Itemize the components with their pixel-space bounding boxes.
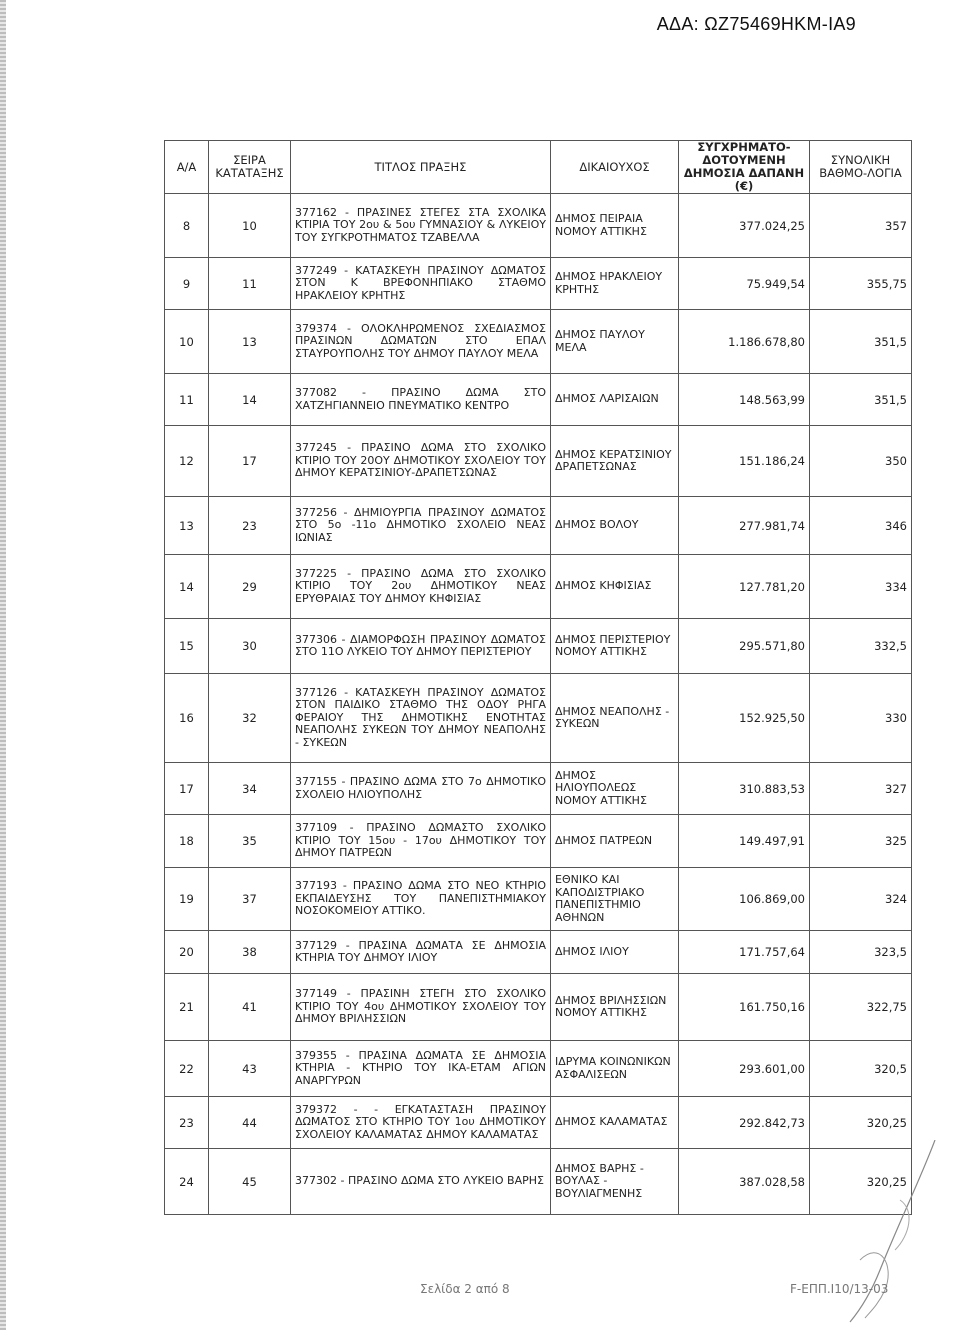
col-header-rank: ΣΕΙΡΑ ΚΑΤΑΤΑΞΗΣ (209, 141, 291, 194)
cell-score: 323,5 (810, 931, 912, 974)
cell-aa: 11 (165, 374, 209, 426)
cell-aa: 19 (165, 868, 209, 931)
cell-title: 377225 - ΠΡΑΣΙΝΟ ΔΩΜΑ ΣΤΟ ΣΧΟΛΙΚΟ ΚΤΙΡΙΟ ΤΟΥ 2ου ΔΗΜΟΤΙΚΟΥ ΝΕΑΣ ΕΡΥΘΡΑΙΑΣ ΤΟΥ ΔΗΜΟΥ ΚΗΦΙΣΙΑΣ (291, 555, 551, 619)
cell-rank: 43 (209, 1041, 291, 1097)
cell-score: 350 (810, 426, 912, 497)
cell-beneficiary: ΔΗΜΟΣ ΒΑΡΗΣ - ΒΟΥΛΑΣ - ΒΟΥΛΙΑΓΜΕΝΗΣ (551, 1149, 679, 1215)
cell-beneficiary: ΔΗΜΟΣ ΗΛΙΟΥΠΟΛΕΩΣ ΝΟΜΟΥ ΑΤΤΙΚΗΣ (551, 763, 679, 815)
page-number: Σελίδα 2 από 8 (420, 1282, 510, 1296)
cell-score: 355,75 (810, 258, 912, 310)
cell-rank: 37 (209, 868, 291, 931)
cell-cost: 171.757,64 (679, 931, 810, 974)
cell-aa: 16 (165, 674, 209, 763)
table-row (165, 374, 912, 426)
cell-aa: 20 (165, 931, 209, 974)
col-header-score: ΣΥΝΟΛΙΚΗ ΒΑΘΜΟ-ΛΟΓΙΑ (810, 141, 912, 194)
table-row (165, 1041, 912, 1097)
cell-aa: 18 (165, 815, 209, 868)
cell-cost: 152.925,50 (679, 674, 810, 763)
cell-aa: 13 (165, 497, 209, 555)
cell-cost: 387.028,58 (679, 1149, 810, 1215)
cell-title: 379355 - ΠΡΑΣΙΝΑ ΔΩΜΑΤΑ ΣΕ ΔΗΜΟΣΙΑ ΚΤΗΡΙΑ - ΚΤΗΡΙΟ ΤΟΥ ΙΚΑ-ΕΤΑΜ ΑΓΙΩΝ ΑΝΑΡΓΥΡΩΝ (291, 1041, 551, 1097)
cell-beneficiary: ΕΘΝΙΚΟ ΚΑΙ ΚΑΠΟΔΙΣΤΡΙΑΚΟ ΠΑΝΕΠΙΣΤΗΜΙΟ ΑΘΗΝΩΝ (551, 868, 679, 931)
cell-beneficiary: ΔΗΜΟΣ ΠΑΥΛΟΥ ΜΕΛΑ (551, 310, 679, 374)
cell-title: 377193 - ΠΡΑΣΙΝΟ ΔΩΜΑ ΣΤΟ ΝΕΟ ΚΤΗΡΙΟ ΕΚΠΑΙΔΕΥΣΗΣ ΤΟΥ ΠΑΝΕΠΙΣΤΗΜΙΑΚΟΥ ΝΟΣΟΚΟΜΕΙΟΥ ΑΤΤΙΚΟ. (291, 868, 551, 931)
table-body (165, 194, 912, 1215)
cell-score: 325 (810, 815, 912, 868)
cell-title: 377245 - ΠΡΑΣΙΝΟ ΔΩΜΑ ΣΤΟ ΣΧΟΛΙΚΟ ΚΤΙΡΙΟ ΤΟΥ 20ΟΥ ΔΗΜΟΤΙΚΟΥ ΣΧΟΛΕΙΟΥ ΤΟΥ ΔΗΜΟΥ ΚΕΡΑΤΣΙΝΙΟΥ-ΔΡΑΠΕΤΣΩΝΑΣ (291, 426, 551, 497)
signature-mark (840, 1140, 950, 1325)
cell-title: 379374 - ΟΛΟΚΛΗΡΩΜΕΝΟΣ ΣΧΕΔΙΑΣΜΟΣ ΠΡΑΣΙΝΩΝ ΔΩΜΑΤΩΝ ΣΤΟ ΕΠΑΛ ΣΤΑΥΡΟΥΠΟΛΗΣ ΤΟΥ ΔΗΜΟΥ ΠΑΥΛΟΥ ΜΕΛΑ (291, 310, 551, 374)
cell-title: 377256 - ΔΗΜΙΟΥΡΓΙΑ ΠΡΑΣΙΝΟΥ ΔΩΜΑΤΟΣ ΣΤΟ 5ο -11ο ΔΗΜΟΤΙΚΟ ΣΧΟΛΕΙΟ ΝΕΑΣ ΙΩΝΙΑΣ (291, 497, 551, 555)
table-row (165, 1097, 912, 1149)
table-row (165, 555, 912, 619)
cell-aa: 24 (165, 1149, 209, 1215)
cell-title: 377082 - ΠΡΑΣΙΝΟ ΔΩΜΑ ΣΤΟ ΧΑΤΖΗΓΙΑΝΝΕΙΟ ΠΝΕΥΜΑΤΙΚΟ ΚΕΝΤΡΟ (291, 374, 551, 426)
cell-cost: 149.497,91 (679, 815, 810, 868)
cell-cost: 293.601,00 (679, 1041, 810, 1097)
table-row (165, 868, 912, 931)
cell-rank: 44 (209, 1097, 291, 1149)
cell-title: 377129 - ΠΡΑΣΙΝΑ ΔΩΜΑΤΑ ΣΕ ΔΗΜΟΣΙΑ ΚΤΗΡΙΑ ΤΟΥ ΔΗΜΟΥ ΙΛΙΟΥ (291, 931, 551, 974)
cell-beneficiary: ΔΗΜΟΣ ΒΡΙΛΗΣΣΙΩΝ ΝΟΜΟΥ ΑΤΤΙΚΗΣ (551, 974, 679, 1041)
table-row (165, 497, 912, 555)
table-row (165, 1149, 912, 1215)
cell-cost: 292.842,73 (679, 1097, 810, 1149)
table-row (165, 974, 912, 1041)
cell-rank: 30 (209, 619, 291, 674)
cell-score: 320,25 (810, 1149, 912, 1215)
table-row (165, 194, 912, 258)
cell-aa: 9 (165, 258, 209, 310)
cell-cost: 1.186.678,80 (679, 310, 810, 374)
cell-score: 320,5 (810, 1041, 912, 1097)
cell-beneficiary: ΙΔΡΥΜΑ ΚΟΙΝΩΝΙΚΩΝ ΑΣΦΑΛΙΣΕΩΝ (551, 1041, 679, 1097)
cell-cost: 106.869,00 (679, 868, 810, 931)
cell-score: 351,5 (810, 310, 912, 374)
cell-cost: 151.186,24 (679, 426, 810, 497)
table-row (165, 931, 912, 974)
cell-title: 377249 - ΚΑΤΑΣΚΕΥΗ ΠΡΑΣΙΝΟΥ ΔΩΜΑΤΟΣ ΣΤΟΝ Κ ΒΡΕΦΟΝΗΠΙΑΚΟ ΣΤΑΘΜΟ ΗΡΑΚΛΕΙΟΥ ΚΡΗΤΗΣ (291, 258, 551, 310)
cell-rank: 45 (209, 1149, 291, 1215)
cell-title: 377306 - ΔΙΑΜΟΡΦΩΣΗ ΠΡΑΣΙΝΟΥ ΔΩΜΑΤΟΣ ΣΤΟ 11Ο ΛΥΚΕΙΟ ΤΟΥ ΔΗΜΟΥ ΠΕΡΙΣΤΕΡΙΟΥ (291, 619, 551, 674)
table-row (165, 619, 912, 674)
cell-cost: 377.024,25 (679, 194, 810, 258)
cell-cost: 277.981,74 (679, 497, 810, 555)
cell-rank: 38 (209, 931, 291, 974)
cell-score: 346 (810, 497, 912, 555)
table-row (165, 426, 912, 497)
document-code: F-ΕΠΠ.Ι10/13-03 (790, 1282, 889, 1296)
scan-edge (0, 0, 6, 1330)
col-header-title: ΤΙΤΛΟΣ ΠΡΑΞΗΣ (291, 141, 551, 194)
cell-rank: 11 (209, 258, 291, 310)
projects-table (164, 140, 912, 1215)
cell-score: 334 (810, 555, 912, 619)
cell-rank: 32 (209, 674, 291, 763)
cell-aa: 17 (165, 763, 209, 815)
table-header-row (165, 141, 912, 194)
table-row (165, 763, 912, 815)
cell-score: 320,25 (810, 1097, 912, 1149)
cell-cost: 310.883,53 (679, 763, 810, 815)
cell-title: 377162 - ΠΡΑΣΙΝΕΣ ΣΤΕΓΕΣ ΣΤΑ ΣΧΟΛΙΚΑ ΚΤΙΡΙΑ ΤΟΥ 2ου & 5ου ΓΥΜΝΑΣΙΟΥ & ΛΥΚΕΙΟΥ ΤΟΥ ΣΥΓΚΡΟΤΗΜΑΤΟΣ ΤΖΑΒΕΛΛΑ (291, 194, 551, 258)
ada-code: ΑΔΑ: ΩΖ75469ΗΚΜ-ΙΑ9 (656, 14, 856, 34)
cell-score: 357 (810, 194, 912, 258)
cell-rank: 41 (209, 974, 291, 1041)
cell-rank: 35 (209, 815, 291, 868)
cell-score: 322,75 (810, 974, 912, 1041)
cell-beneficiary: ΔΗΜΟΣ ΙΛΙΟΥ (551, 931, 679, 974)
cell-beneficiary: ΔΗΜΟΣ ΚΕΡΑΤΣΙΝΙΟΥ ΔΡΑΠΕΤΣΩΝΑΣ (551, 426, 679, 497)
table-row (165, 815, 912, 868)
cell-aa: 10 (165, 310, 209, 374)
cell-score: 327 (810, 763, 912, 815)
cell-beneficiary: ΔΗΜΟΣ ΗΡΑΚΛΕΙΟΥ ΚΡΗΤΗΣ (551, 258, 679, 310)
cell-rank: 29 (209, 555, 291, 619)
cell-rank: 13 (209, 310, 291, 374)
cell-title: 377126 - ΚΑΤΑΣΚΕΥΗ ΠΡΑΣΙΝΟΥ ΔΩΜΑΤΟΣ ΣΤΟΝ ΠΑΙΔΙΚΟ ΣΤΑΘΜΟ ΤΗΣ ΟΔΟΥ ΡΗΓΑ ΦΕΡΑΙΟΥ ΤΗΣ ΔΗΜΟΤΙΚΗΣ ΕΝΟΤΗΤΑΣ ΝΕΑΠΟΛΗΣ ΣΥΚΕΩΝ ΤΟΥ ΔΗΜΟΥ ΝΕΑΠΟΛΗΣ - ΣΥΚΕΩΝ (291, 674, 551, 763)
cell-score: 324 (810, 868, 912, 931)
cell-rank: 17 (209, 426, 291, 497)
cell-title: 377155 - ΠΡΑΣΙΝΟ ΔΩΜΑ ΣΤΟ 7ο ΔΗΜΟΤΙΚΟ ΣΧΟΛΕΙΟ ΗΛΙΟΥΠΟΛΗΣ (291, 763, 551, 815)
cell-beneficiary: ΔΗΜΟΣ ΠΕΙΡΑΙΑ ΝΟΜΟΥ ΑΤΤΙΚΗΣ (551, 194, 679, 258)
cell-score: 351,5 (810, 374, 912, 426)
cell-beneficiary: ΔΗΜΟΣ ΚΗΦΙΣΙΑΣ (551, 555, 679, 619)
table-row (165, 310, 912, 374)
cell-cost: 295.571,80 (679, 619, 810, 674)
cell-cost: 148.563,99 (679, 374, 810, 426)
cell-beneficiary: ΔΗΜΟΣ ΒΟΛΟΥ (551, 497, 679, 555)
cell-score: 330 (810, 674, 912, 763)
cell-score: 332,5 (810, 619, 912, 674)
table-row (165, 258, 912, 310)
cell-cost: 161.750,16 (679, 974, 810, 1041)
cell-rank: 14 (209, 374, 291, 426)
cell-cost: 75.949,54 (679, 258, 810, 310)
table-row (165, 674, 912, 763)
cell-title: 377302 - ΠΡΑΣΙΝΟ ΔΩΜΑ ΣΤΟ ΛΥΚΕΙΟ ΒΑΡΗΣ (291, 1149, 551, 1215)
cell-beneficiary: ΔΗΜΟΣ ΚΑΛΑΜΑΤΑΣ (551, 1097, 679, 1149)
cell-beneficiary: ΔΗΜΟΣ ΝΕΑΠΟΛΗΣ - ΣΥΚΕΩΝ (551, 674, 679, 763)
cell-title: 377149 - ΠΡΑΣΙΝΗ ΣΤΕΓΗ ΣΤΟ ΣΧΟΛΙΚΟ ΚΤΙΡΙΟ ΤΟΥ 4ου ΔΗΜΟΤΙΚΟΥ ΣΧΟΛΕΙΟΥ ΤΟΥ ΔΗΜΟΥ ΒΡΙΛΗΣΣΙΩΝ (291, 974, 551, 1041)
cell-aa: 8 (165, 194, 209, 258)
cell-rank: 10 (209, 194, 291, 258)
col-header-aa: Α/Α (165, 141, 209, 194)
cell-beneficiary: ΔΗΜΟΣ ΠΑΤΡΕΩΝ (551, 815, 679, 868)
cell-aa: 23 (165, 1097, 209, 1149)
cell-beneficiary: ΔΗΜΟΣ ΛΑΡΙΣΑΙΩΝ (551, 374, 679, 426)
cell-title: 379372 - - ΕΓΚΑΤΑΣΤΑΣΗ ΠΡΑΣΙΝΟΥ ΔΩΜΑΤΟΣ ΣΤΟ ΚΤΗΡΙΟ ΤΟΥ 1ου ΔΗΜΟΤΙΚΟΥ ΣΧΟΛΕΙΟΥ ΚΑΛΑΜΑΤΑΣ ΔΗΜΟΥ ΚΑΛΑΜΑΤΑΣ (291, 1097, 551, 1149)
cell-title: 377109 - ΠΡΑΣΙΝΟ ΔΩΜΑΣΤΟ ΣΧΟΛΙΚΟ ΚΤΙΡΙΟ ΤΟΥ 15ου - 17ου ΔΗΜΟΤΙΚΟΥ ΤΟΥ ΔΗΜΟΥ ΠΑΤΡΕΩΝ (291, 815, 551, 868)
cell-aa: 14 (165, 555, 209, 619)
cell-beneficiary: ΔΗΜΟΣ ΠΕΡΙΣΤΕΡΙΟΥ ΝΟΜΟΥ ΑΤΤΙΚΗΣ (551, 619, 679, 674)
cell-aa: 22 (165, 1041, 209, 1097)
cell-aa: 21 (165, 974, 209, 1041)
cell-rank: 34 (209, 763, 291, 815)
cell-aa: 12 (165, 426, 209, 497)
cell-rank: 23 (209, 497, 291, 555)
cell-aa: 15 (165, 619, 209, 674)
col-header-beneficiary: ΔΙΚΑΙΟΥΧΟΣ (551, 141, 679, 194)
col-header-cost: ΣΥΓΧΡΗΜΑΤΟ-ΔΟΤΟΥΜΕΝΗ ΔΗΜΟΣΙΑ ΔΑΠΑΝΗ (€) (679, 141, 810, 194)
cell-cost: 127.781,20 (679, 555, 810, 619)
